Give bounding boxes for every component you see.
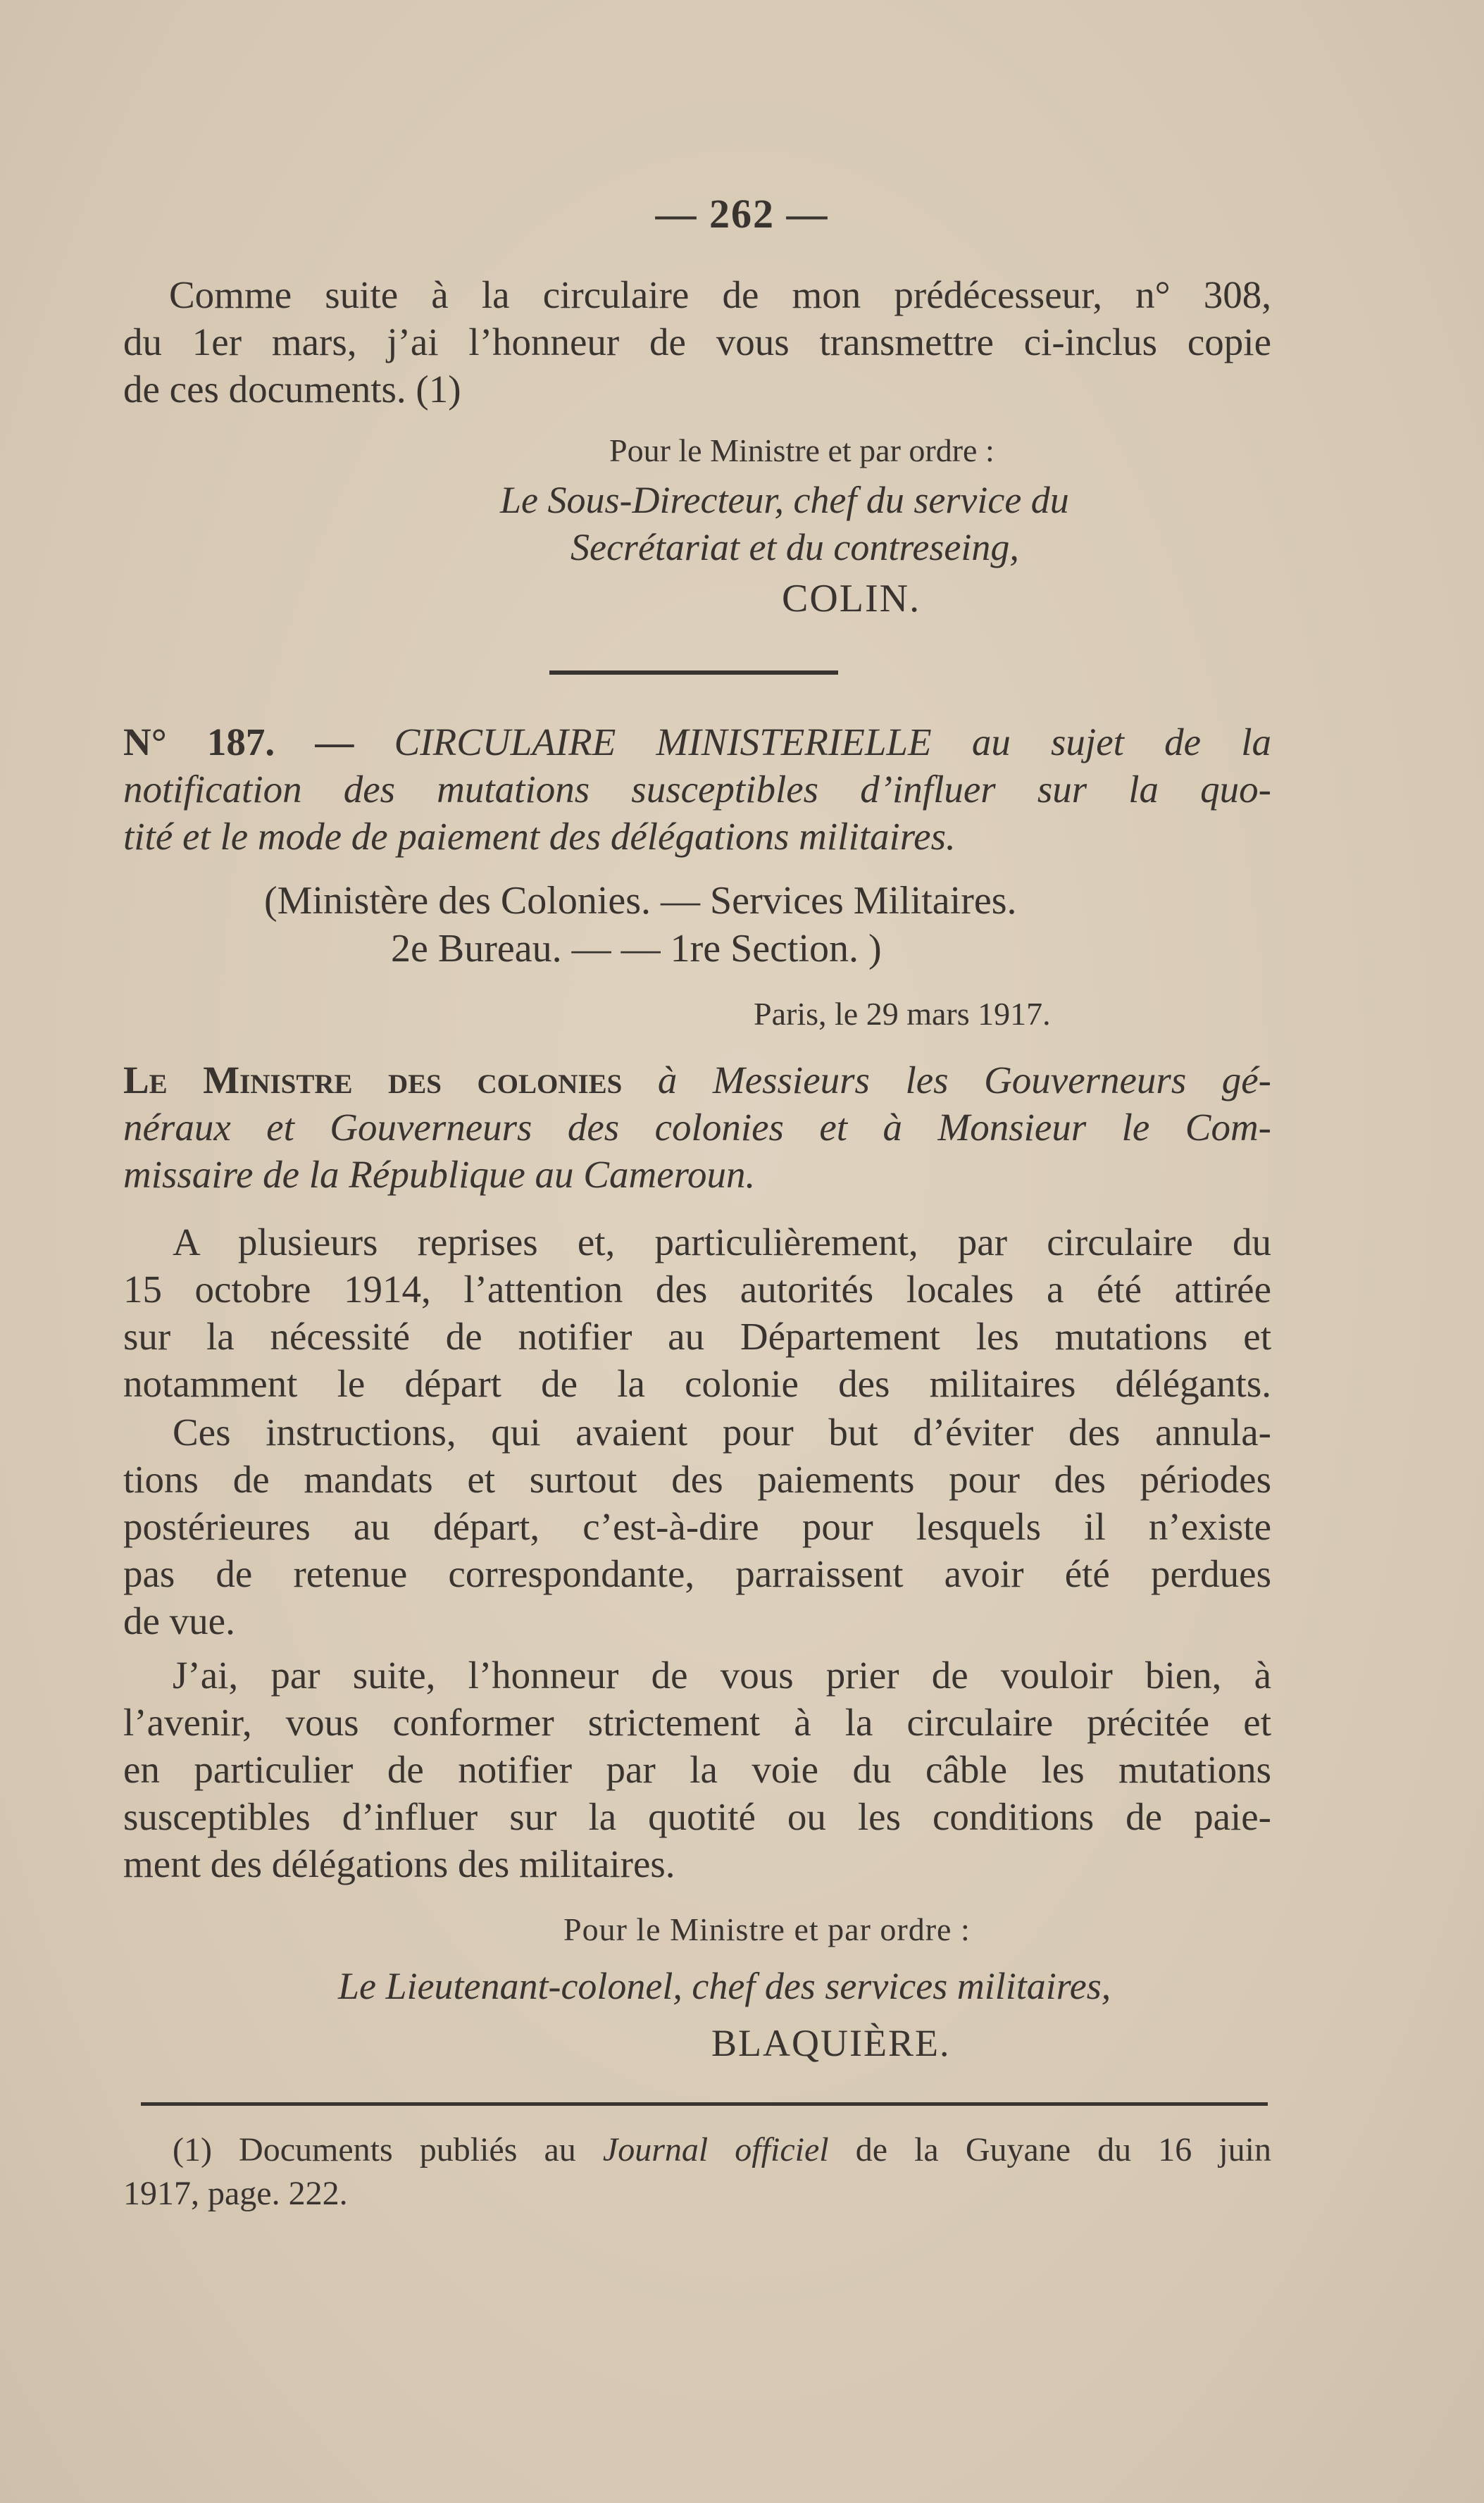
signature-1-order: Pour le Ministre et par ordre : (609, 432, 994, 468)
paragraph-line: sur la nécessité de notifier au Département les mutations et (123, 1315, 1271, 1358)
addressee-line-1 (123, 1056, 1271, 1104)
paragraph-line: ment des délégations des militaires. (123, 1842, 675, 1885)
circular-source (0, 877, 1484, 973)
circular-heading-line-2: notification des mutations susceptibles d’influer sur la quo- (123, 768, 1271, 811)
intro-paragraph (123, 271, 1271, 413)
intro-line-2: du 1er mars, j’ai l’honneur de vous transmettre ci-inclus copie (123, 320, 1271, 363)
circular-title: CIRCULAIRE MINISTERIELLE au sujet de la (394, 720, 1272, 763)
paragraph-line: en particulier de notifier par la voie du câble les mutations (123, 1748, 1271, 1791)
paragraph-line: de vue. (123, 1599, 235, 1642)
paragraph-line: susceptibles d’influer sur la quotité ou les conditions de paie- (123, 1795, 1271, 1838)
circular-date: Paris, le 29 mars 1917. (754, 996, 1051, 1032)
footnote-ref: (1) Documents publiés au (173, 2131, 576, 2168)
addressee-line-2: néraux et Gouverneurs des colonies et à Monsieur le Com- (123, 1106, 1271, 1149)
circular-source-line-1: (Ministère des Colonies. — Services Militaires. (264, 879, 1017, 923)
signature-2-order: Pour le Ministre et par ordre : (563, 1911, 971, 1947)
circular-heading-line-1 (123, 718, 1271, 766)
page-number: — 262 — (655, 191, 829, 237)
paragraph-line: tions de mandats et surtout des paiements pour des périodes (123, 1458, 1271, 1501)
footnote-line-2: 1917, page. 222. (123, 2175, 348, 2212)
signature-1-title-line2: Secrétariat et du contreseing, (570, 526, 1019, 568)
paragraph-line: 15 octobre 1914, l’attention des autorités locales a été attirée (123, 1268, 1271, 1311)
paragraph-line: Ces instructions, qui avaient pour but d’éviter des annula- (173, 1411, 1271, 1454)
addressee-recipients: à Messieurs les Gouverneurs gé- (657, 1059, 1271, 1101)
signature-1-name: COLIN. (782, 577, 921, 620)
footnote (123, 2128, 1271, 2216)
paragraph-line: notamment le départ de la colonie des militaires délégants. (123, 1362, 1271, 1405)
circular-number: N° 187. — (123, 720, 354, 763)
addressee-minister: Le Ministre des colonies (123, 1059, 623, 1101)
intro-line-3: de ces documents. (1) (123, 368, 461, 411)
circular-heading (123, 718, 1271, 860)
paragraph-3 (123, 1652, 1271, 1887)
signature-2-title: Le Lieutenant-colonel, chef des services militaires, (338, 1965, 1111, 2007)
paragraph-line: pas de retenue correspondante, parraissent avoir été perdues (123, 1552, 1271, 1595)
paragraph-line: A plusieurs reprises et, particulièrement, par circulaire du (173, 1221, 1271, 1263)
section-divider (549, 670, 838, 675)
paragraph-line: postérieures au départ, c’est-à-dire pour lesquels il n’existe (123, 1505, 1271, 1548)
paragraph-2 (123, 1409, 1271, 1644)
footnote-journal: Journal officiel (602, 2131, 829, 2168)
addressee-line-3: missaire de la République au Cameroun. (123, 1153, 756, 1196)
signature-1-title-line1: Le Sous-Directeur, chef du service du (500, 479, 1069, 521)
intro-line-1: Comme suite à la circulaire de mon prédécesseur, n° 308, (169, 273, 1271, 316)
paragraph-line: l’avenir, vous conformer strictement à la circulaire précitée et (123, 1701, 1271, 1744)
footnote-divider (141, 2102, 1268, 2106)
signature-1 (0, 430, 1484, 627)
circular-heading-line-3: tité et le mode de paiement des délégations militaires. (123, 815, 956, 858)
signature-2-name: BLAQUIÈRE. (711, 2022, 951, 2064)
footnote-line-1 (123, 2128, 1271, 2172)
circular-source-line-2: 2e Bureau. — — 1re Section. ) (391, 927, 882, 970)
paragraph-line: J’ai, par suite, l’honneur de vous prier de vouloir bien, à (173, 1654, 1271, 1697)
signature-2 (0, 1909, 1484, 2075)
paragraph-1 (123, 1218, 1271, 1407)
footnote-ref-tail: de la Guyane du 16 juin (855, 2131, 1272, 2168)
addressee (123, 1056, 1271, 1198)
